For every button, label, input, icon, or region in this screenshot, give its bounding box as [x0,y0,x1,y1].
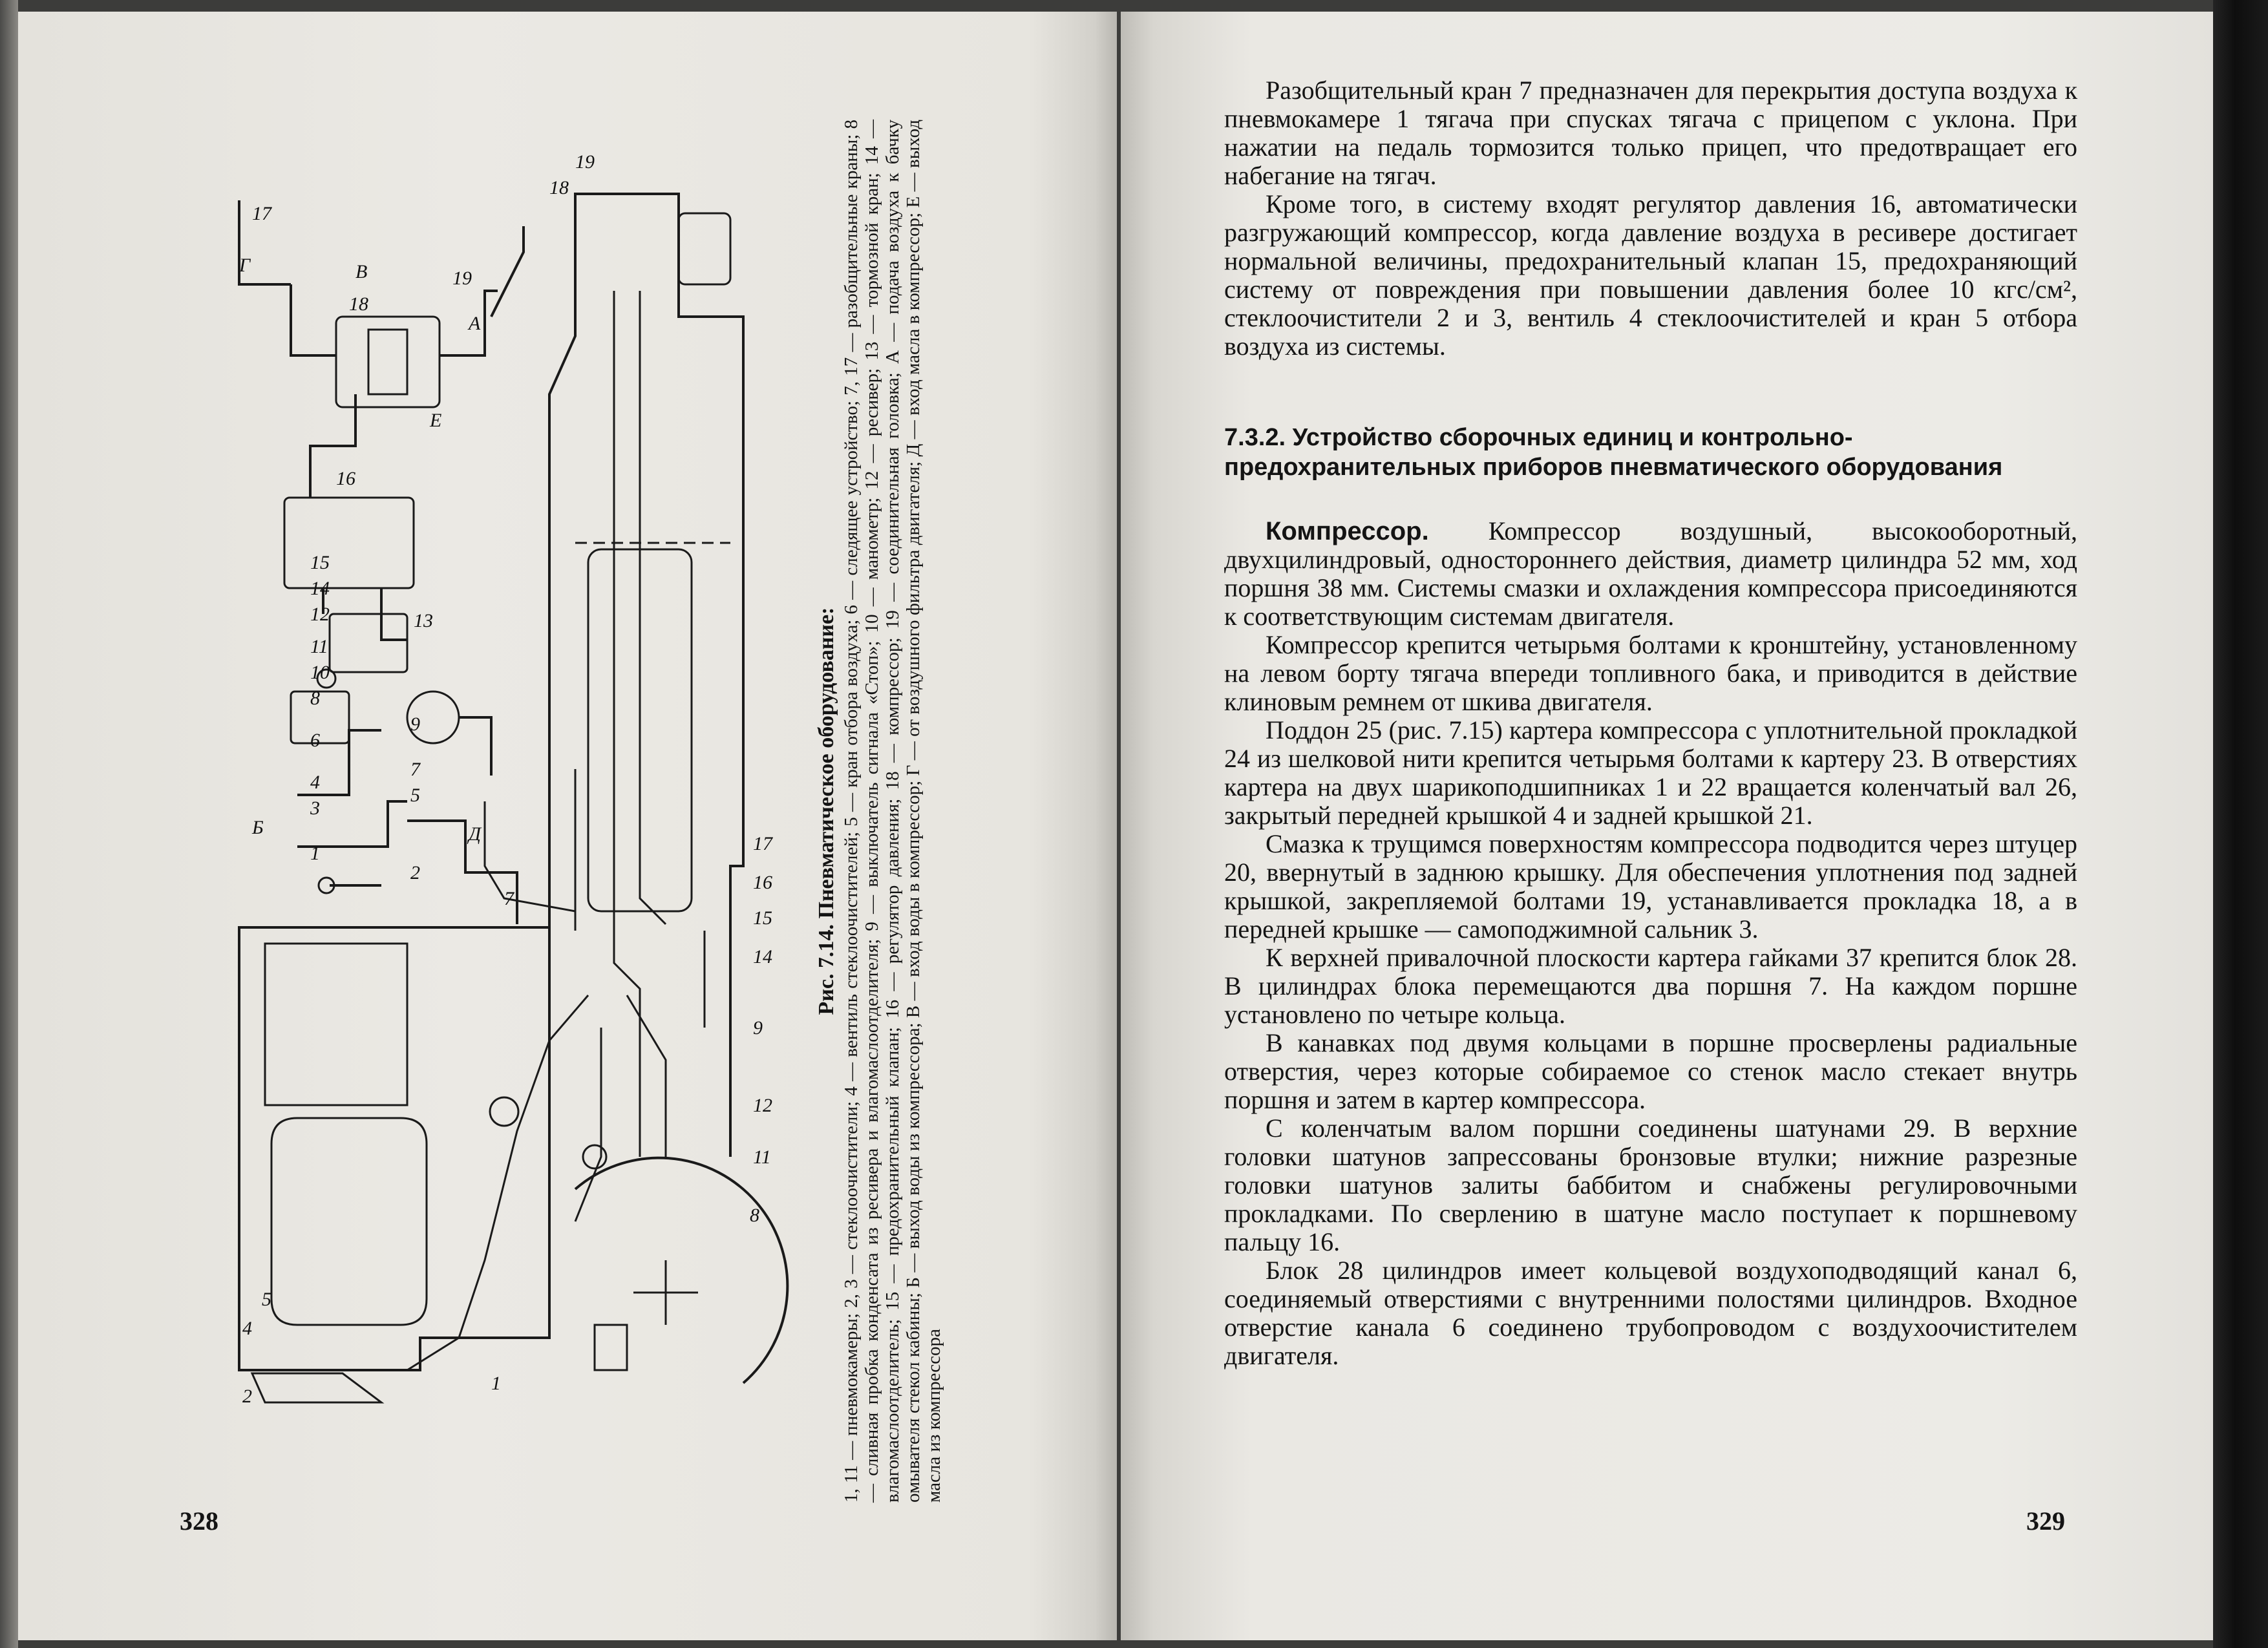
paragraph: Разобщительный кран 7 предназначен для перекрытия доступа воздуха к пневмокамере 1 тягача при спусках тягача с прицепом с уклона. При нажатии на педаль тормозится только прицеп, что предотвращает его набегание на тягач. [1224,76,2077,190]
diagram-label: 16 [753,872,772,893]
diagram-label: 2 [410,862,420,883]
paragraph-compressor [1224,517,2077,631]
diagram-label: Е [430,410,442,431]
page-number-right: 329 [2026,1506,2065,1536]
diagram-label: 11 [753,1146,771,1168]
diagram-label: 3 [310,798,320,819]
diagram-label: 14 [753,946,772,967]
diagram-label: 13 [414,610,433,631]
diagram-label: 19 [575,151,595,173]
diagram-label: 12 [753,1095,772,1116]
paragraph: Поддон 25 (рис. 7.15) картера компрессора с уплотнительной прокладкой 24 из шелковой нити крепится четырьмя болтами к картеру 23. В отверстиях картера на двух шарикоподшипниках 1 и 22 вращается коленчатый вал 26, закрытый передней крышкой 4 и задней крышкой 21. [1224,715,2077,830]
section-heading: 7.3.2. Устройство сборочных единиц и контрольно-предохранительных приборов пневматического оборудования [1224,424,2003,481]
diagram-label: Д [469,823,482,845]
diagram-label: 1 [491,1373,501,1394]
diagram-label: 4 [242,1318,252,1339]
diagram-label: 8 [750,1205,759,1226]
paragraph: Компрессор крепится четырьмя болтами к кронштейну, установленному на левом борту тягача впереди топливного бака, и приводится в действие клиновым ремнем от шкива двигателя. [1224,630,2077,716]
diagram-label: 15 [310,552,330,573]
diagram-label: 4 [310,772,320,793]
paragraph: С коленчатым валом поршни соединены шатунами 29. В верхние головки шатунов запрессованы бронзовые втулки; нижние разрезные головки шатунов залиты баббитом и снабжены регулировочными прокладками. По сверлению в шатуне масло поступает к поршневому пальцу 16. [1224,1114,2077,1256]
diagram-label: 14 [310,578,330,599]
pneumatic-diagram-svg [213,123,795,1428]
figure-caption [816,120,944,1503]
right-page-text [1224,76,2077,1370]
diagram-label: 12 [310,604,330,625]
paragraph: Смазка к трущимся поверхностям компрессора подводится через штуцер 20, ввернутый в заднюю крышку. Для обеспечения уплотнения под задней крышкой, закрепляемой болтами 19, устанавливается прокладка 18, а в передней крышке — самоподжимной сальник 3. [1224,829,2077,944]
diagram-label: 18 [349,293,368,315]
diagram-label: 9 [753,1017,763,1039]
diagram-label: В [355,261,368,282]
diagram-label: 6 [310,730,320,751]
book-edge-right [2213,0,2268,1648]
paragraph: Блок 28 цилиндров имеет кольцевой воздухоподводящий канал 6, соединяемый отверстиями с внутренними полостями цилиндров. Входное отверстие канала 6 соединено трубопроводом с воздухоочистителем двигателя. [1224,1256,2077,1370]
schematic-diagram [239,200,524,924]
diagram-label: 17 [753,833,772,854]
diagram-label: 15 [753,907,772,929]
diagram-label: 5 [262,1289,271,1310]
paragraph: Кроме того, в систему входят регулятор давления 16, автоматически разгружающий компрессор, когда давление воздуха в ресивере достигает нормальной величины, предохранительный клапан 15, предохраняющий систему от повреждения при повышении давления более 10 кгс/см², стеклоочистители 2 и 3, вентиль 4 стеклоочистителей и кран 5 отбора воздуха из системы. [1224,189,2077,361]
diagram-label: 5 [410,785,420,806]
diagram-label: 7 [410,759,420,780]
diagram-label: 11 [310,636,328,657]
compressor-lead: Компрессор. [1266,517,1429,545]
vehicle-outline [239,194,787,1402]
diagram-label: 16 [336,468,355,489]
diagram-label: 7 [504,888,514,909]
diagram-label: 19 [452,268,472,289]
diagram-label: 8 [310,688,320,709]
diagram-label: 10 [310,662,330,683]
diagram-label: А [469,313,481,334]
pneumatic-diagram-figure [213,123,795,1428]
diagram-labels [238,151,774,1407]
book-edge-left [0,0,18,1648]
paragraph: В канавках под двумя кольцами в поршне просверлены радиальные отверстия, через которые собираемое со стенок масло стекает внутрь поршня и затем в картер компрессора. [1224,1028,2077,1114]
diagram-label: 18 [549,177,569,198]
diagram-label: 9 [410,713,420,735]
page-number-left: 328 [180,1506,218,1536]
diagram-label: 17 [252,203,271,224]
diagram-label: Б [252,817,264,838]
diagram-label: Г [239,255,251,276]
figure-caption-title: Рис. 7.14. Пневматическое оборудование: [814,607,838,1015]
diagram-label: 1 [310,843,320,864]
diagram-label: 2 [242,1386,252,1407]
paragraph: К верхней привалочной плоскости картера гайками 37 крепится блок 28. В цилиндрах блока перемещаются два поршня 7. На каждом поршне установлено по четыре кольца. [1224,943,2077,1029]
paragraph-text: Компрессор воздушный, высокооборотный, двухцилиндровый, одностороннего действия, диаметр цилиндра 52 мм, ход поршня 38 мм. Системы смазки и охлаждения компрессора присоединяются к соответствующим системам двигателя. [1224,516,2077,631]
figure-caption-body: 1, 11 — пневмокамеры; 2, 3 — стеклоочистители; 4 — вентиль стеклоочистителей; 5 — кран отбора воздуха; 6 — следящее устройство; 7, 17 — разобщительные краны; 8 — сливная пробка конденсата из ресивера и влагомаслоотделителя; 9 — выключатель сигнала «Стоп»; 10 — манометр; 12 — ресивер; 13 — тормозной кран; 14 — влагомаслоотделитель; 15 — предохранительный клапан; 16 — регулятор давления; 18 — компрессор; 19 — соединительная головка; А — подача воздуха к бачку омывателя стекол кабины; Б — выход воды из компрессора; В — вход воды в компрессор; Г — от воздушного фильтра двигателя; Д — вход масла в компрессор; Е — выход масла из компрессора [841,120,944,1503]
